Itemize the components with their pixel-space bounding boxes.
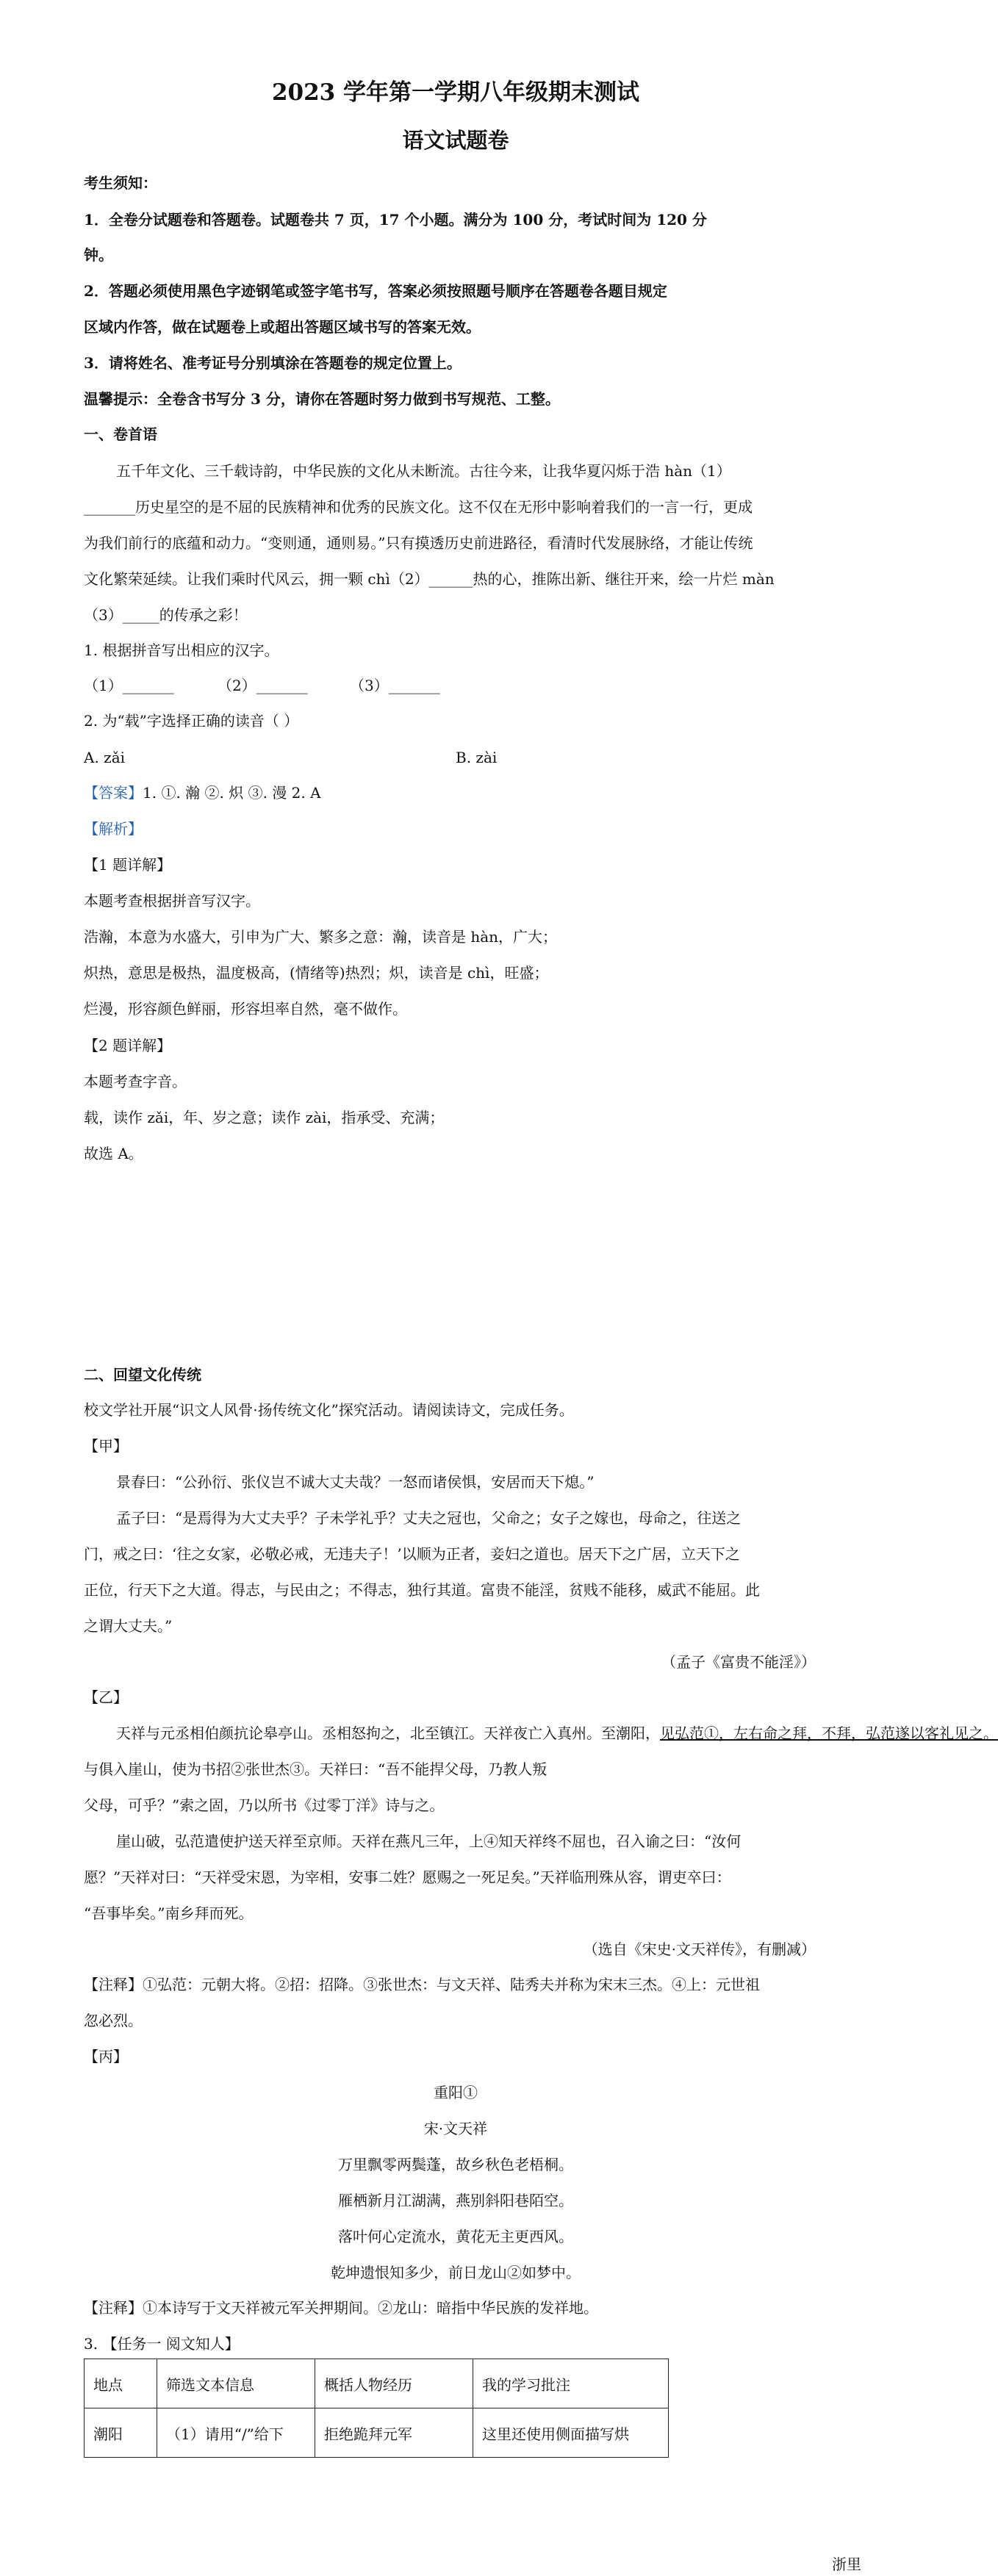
bing-label: 【丙】 [84,2048,128,2065]
jia-line: 之谓大丈夫。” [84,1617,173,1635]
section2-heading: 二、回望文化传统 [84,1366,201,1384]
poem-line: 万里飘零两鬓蓬，故乡秋色老梧桐。 [338,2156,573,2173]
yi-note: 忽必烈。 [84,2012,143,2029]
passage-line: _______历史星空的是不屈的民族精神和优秀的民族文化。这不仅在无形中影响着我们的一言一行，更成 [84,498,753,516]
notice-line: 钟。 [84,246,113,264]
poem-line: 乾坤遗恨知多少，前日龙山②如梦中。 [331,2264,581,2281]
detail1-label: 【1 题详解】 [84,856,172,874]
jia-label: 【甲】 [84,1437,128,1455]
detail-line: 烂漫，形容颜色鲜丽，形容坦率自然，毫不做作。 [84,1000,407,1018]
jia-line: 孟子曰：“是焉得为大丈夫乎？子未学礼乎？丈夫之冠也，父命之；女子之嫁也，母命之，往送之 [116,1509,742,1527]
passage-line: （3）_____的传承之彩！ [84,606,248,624]
option-b: B. zài [456,749,498,766]
blank-1: （1）_______ [84,677,174,694]
answer-row [84,783,321,802]
page-footer: 浙里 [832,2555,861,2573]
detail-line: 浩瀚，本意为水盛大，引申为广大、繁多之意：瀚，读音是 hàn，广大； [84,928,558,946]
notice-heading: 考生须知： [84,174,157,192]
yi-note: 【注释】①弘范：元朝大将。②招：招降。③张世杰：与文天祥、陆秀夫并称为宋末三杰。④上：元世祖 [84,1976,760,1993]
poem-line: 雁栖新月江湖满，燕别斜阳巷陌空。 [338,2192,573,2209]
table-header-row [85,2359,669,2408]
poem-author: 宋·文天祥 [423,2120,488,2137]
table-cell: 拒绝跪拜元军 [315,2408,473,2458]
section2-intro: 校文学社开展“识文人风骨·扬传统文化”探究活动。请阅读诗文，完成任务。 [84,1401,574,1419]
table-header-cell: 概括人物经历 [315,2359,473,2408]
page-title: 2023 学年第一学期八年级期末测试 [271,79,640,106]
option-a: A. zǎi [84,749,126,766]
table-header-cell: 筛选文本信息 [157,2359,315,2408]
yi-line: 与俱入崖山，使为书招②张世杰③。天祥曰：“吾不能捍父母，乃教人叛 [84,1760,548,1778]
jia-source: （孟子《富贵不能淫》） [661,1653,816,1671]
detail2-label: 【2 题详解】 [84,1037,172,1054]
section1-heading: 一、卷首语 [84,425,157,443]
yi-label: 【乙】 [84,1688,128,1706]
poem-line: 落叶何心定流水，黄花无主更西风。 [338,2228,573,2245]
notice-line: 3．请将姓名、准考证号分别填涂在答题卷的规定位置上。 [84,354,462,372]
notice-line: 1．全卷分试题卷和答题卷。试题卷共 7 页，17 个小题。满分为 100 分，考试时间为 120 分 [84,211,707,229]
yi-line: 愿？”天祥对曰：“天祥受宋恩，为宰相，安事二姓？愿赐之一死足矣。”天祥临刑殊从容，谓吏卒曰： [84,1868,731,1886]
table-header-cell: 地点 [85,2359,157,2408]
detail-line: 炽热，意思是极热，温度极高，(情绪等)热烈；炽，读音是 chì，旺盛； [84,964,549,982]
notice-line: 温馨提示：全卷含书写分 3 分，请你在答题时努力做到书写规范、工整。 [84,390,560,408]
poem-title: 重阳① [434,2084,478,2101]
yi-underlined-sentence: 见弘范①，左右命之拜，不拜，弘范遂以客礼见之。 [660,1724,998,1742]
question-2: 2. 为“载”字选择正确的读音（ ） [84,712,299,730]
jia-line: 景春曰：“公孙衍、张仪岂不诚大丈夫哉？一怒而诸侯惧，安居而天下熄。” [116,1473,595,1491]
notice-line: 2．答题必须使用黑色字迹钢笔或签字笔书写，答案必须按照题号顺序在答题卷各题目规定 [84,282,667,300]
jia-line: 正位，行天下之大道。得志，与民由之；不得志，独行其道。富贵不能淫，贫贱不能移，威武不能屈。此 [84,1581,760,1599]
table-row [85,2408,669,2458]
analysis-label: 【解析】 [84,820,143,838]
detail-line: 本题考查根据拼音写汉字。 [84,892,260,910]
answer-text: 1. ①. 瀚 ②. 炽 ③. 漫 2. A [143,784,321,802]
answer-label: 【答案】 [84,784,143,802]
yi-line: “吾事毕矣。”南乡拜而死。 [84,1904,254,1922]
question-1: 1. 根据拼音写出相应的汉字。 [84,641,279,659]
passage-line: 为我们前行的底蕴和动力。“变则通，通则易。”只有摸透历史前进路径，看清时代发展脉络，才能让传统 [84,534,753,552]
table-cell: （1）请用“/”给下 [157,2408,315,2458]
yi-line: 父母，可乎？”索之固，乃以所书《过零丁洋》诗与之。 [84,1796,445,1814]
table-cell: 这里还使用侧面描写烘 [473,2408,669,2458]
passage-line: 五千年文化、三千载诗韵，中华民族的文化从未断流。古往今来，让我华夏闪烁于浩 hàn（1） [116,462,731,480]
notice-line: 区域内作答，做在试题卷上或超出答题区域书写的答案无效。 [84,318,481,336]
blank-3: （3）_______ [350,677,440,694]
yi-line: 崖山破，弘范遣使护送天祥至京师。天祥在燕凡三年，上④知天祥终不屈也，召入谕之曰：“汝何 [116,1832,742,1850]
jia-line: 门，戒之曰：‘往之女家，必敬必戒，无违夫子！’以顺为正者，妾妇之道也。居天下之广居，立天下之 [84,1545,740,1563]
table-cell: 潮阳 [85,2408,157,2458]
task-heading: 3. 【任务一 阅文知人】 [84,2335,240,2353]
task-table [84,2359,669,2458]
yi-source: （选自《宋史·文天祥传》，有删减） [583,1940,816,1958]
detail-line: 本题考查字音。 [84,1073,187,1090]
passage-line: 文化繁荣延续。让我们乘时代风云，拥一颗 chì（2）______热的心，推陈出新、继往开来，绘一片烂 màn [84,570,775,588]
blank-2: （2）_______ [218,677,308,694]
yi-line: 天祥与元丞相伯颜抗论皋亭山。丞相怒拘之，北至镇江。天祥夜亡入真州。至潮阳，见弘范①，左右命之拜，不拜，弘范遂以客礼见之。 [116,1724,998,1742]
detail-line: 载，读作 zǎi，年、岁之意；读作 zài，指承受、充满； [84,1109,445,1126]
poem-notes: 【注释】①本诗写于文天祥被元军关押期间。②龙山：暗指中华民族的发祥地。 [84,2299,598,2317]
page-subtitle: 语文试题卷 [402,128,509,153]
detail-line: 故选 A。 [84,1145,143,1162]
table-header-cell: 我的学习批注 [473,2359,669,2408]
